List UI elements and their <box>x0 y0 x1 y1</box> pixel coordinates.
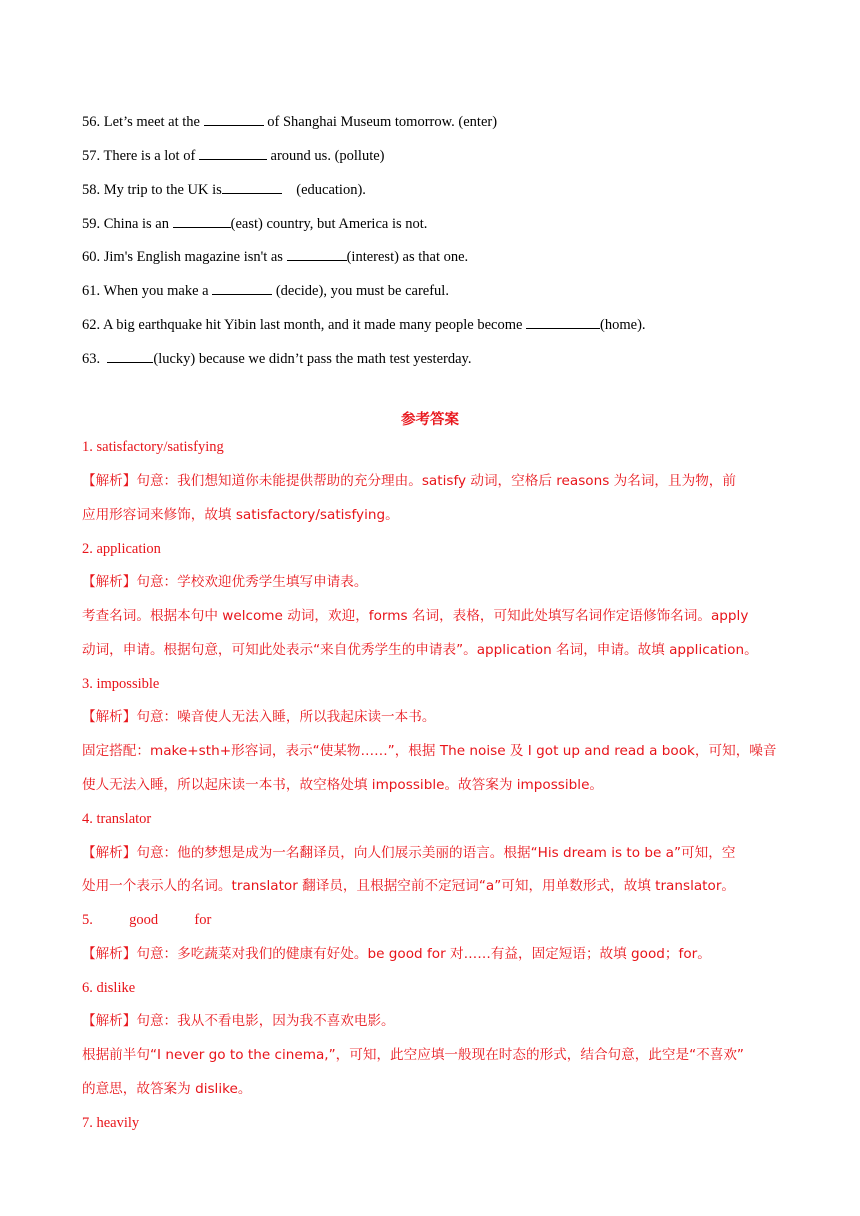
question-text: 62. A big earthquake hit Yibin last month, and it made many people become <box>82 317 527 333</box>
question-text: 59. China is an <box>82 216 173 232</box>
answers-heading: 参考答案 <box>401 412 459 428</box>
explanation-line: 【解析】句意：我从不看电影，因为我不喜欢电影。 <box>82 1013 395 1029</box>
explanation-line: 处用一个表示人的名词。translator 翻译员，且根据空前不定冠词“a”可知，用单数形式，故填 translator。 <box>82 878 736 894</box>
question-text: 61. When you make a <box>82 283 213 299</box>
explanation-line: 固定搭配：make+sth+形容词，表示“使某物……”，根据 The noise 及 I got up and read a book，可知，噪音 <box>82 743 777 759</box>
question-59 <box>82 213 427 233</box>
question-56 <box>82 111 497 131</box>
question-text: (home). <box>600 317 646 333</box>
answer-line: 1. satisfactory/satisfying <box>82 439 224 455</box>
explanation-line: 考查名词。根据本句中 welcome 动词，欢迎，forms 名词，表格，可知此处填写名词作定语修饰名词。apply <box>82 608 749 624</box>
answer-blank <box>173 213 231 228</box>
explanation-line: 【解析】句意：多吃蔬菜对我们的健康有好处。be good for 对……有益，固定短语；故填 good；for。 <box>82 946 711 962</box>
answer-line: 3. impossible <box>82 676 160 692</box>
answer-line: 5. good for <box>82 912 212 928</box>
answer-blank <box>199 145 267 160</box>
answer-line: 4. translator <box>82 811 152 827</box>
question-text: 56. Let’s meet at the <box>82 114 204 130</box>
answer-blank <box>526 314 600 329</box>
question-text: (interest) as that one. <box>346 249 469 265</box>
question-text: (decide), you must be careful. <box>272 283 449 299</box>
question-text: (east) country, but America is not. <box>230 216 428 232</box>
question-text: 57. There is a lot of <box>82 148 199 164</box>
question-58 <box>82 179 366 199</box>
answer-line: 6. dislike <box>82 980 136 996</box>
answer-blank <box>222 179 282 194</box>
question-text: (lucky) because we didn’t pass the math test yesterday. <box>153 351 472 367</box>
question-text: 58. My trip to the UK is <box>82 182 222 198</box>
question-text: of Shanghai Museum tomorrow. (enter) <box>263 114 498 130</box>
answer-line: 2. application <box>82 541 161 557</box>
answer-blank <box>287 246 347 261</box>
explanation-line: 的意思，故答案为 dislike。 <box>82 1081 252 1097</box>
question-text: around us. (pollute) <box>266 148 385 164</box>
answer-line: 7. heavily <box>82 1115 140 1131</box>
question-text: (education). <box>281 182 366 198</box>
explanation-line: 【解析】句意：我们想知道你未能提供帮助的充分理由。satisfy 动词，空格后 reasons 为名词，且为物，前 <box>82 473 736 489</box>
question-57 <box>82 145 385 165</box>
question-text: 60. Jim's English magazine isn't as <box>82 249 287 265</box>
answer-blank <box>204 111 264 126</box>
answer-blank <box>212 280 272 295</box>
explanation-line: 动词，申请。根据句意，可知此处表示“来自优秀学生的申请表”。application 名词，申请。故填 application。 <box>82 642 758 658</box>
explanation-line: 【解析】句意：他的梦想是成为一名翻译员，向人们展示美丽的语言。根据“His dream is to be a”可知，空 <box>82 845 736 861</box>
question-61 <box>82 280 449 300</box>
explanation-line: 【解析】句意：学校欢迎优秀学生填写申请表。 <box>82 574 368 590</box>
explanation-line: 应用形容词来修饰，故填 satisfactory/satisfying。 <box>82 507 399 523</box>
explanation-line: 使人无法入睡，所以起床读一本书，故空格处填 impossible。故答案为 impossible。 <box>82 777 604 793</box>
explanation-line: 【解析】句意：噪音使人无法入睡，所以我起床读一本书。 <box>82 709 436 725</box>
answer-blank <box>107 348 153 363</box>
question-text: 63. <box>82 351 108 367</box>
explanation-line: 根据前半句“I never go to the cinema,”，可知，此空应填一般现在时态的形式，结合句意，此空是“不喜欢” <box>82 1047 744 1063</box>
question-60 <box>82 246 468 266</box>
question-63 <box>82 348 471 368</box>
question-62 <box>82 314 646 334</box>
